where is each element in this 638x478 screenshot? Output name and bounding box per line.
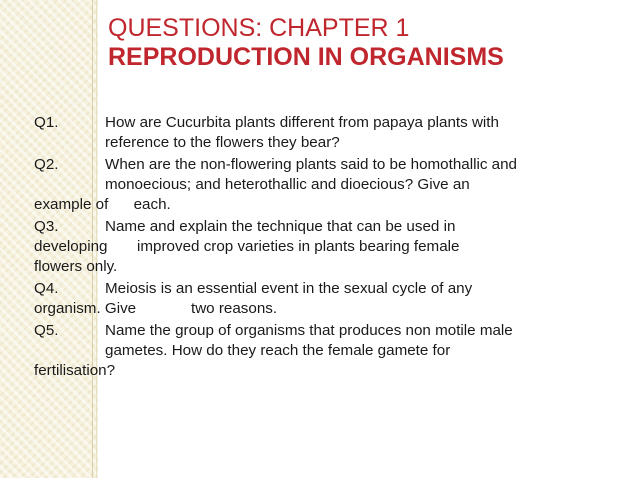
question-line: organism. Give two reasons. — [34, 300, 278, 317]
title-line-1: QUESTIONS: CHAPTER 1 — [108, 14, 410, 42]
question-item — [34, 217, 619, 277]
slide-title — [108, 14, 504, 72]
question-line: reference to the flowers they bear? — [105, 134, 340, 151]
question-item — [34, 279, 619, 319]
question-line: gametes. How do they reach the female gamete for — [105, 342, 451, 359]
question-item — [34, 113, 619, 153]
question-number: Q5. — [34, 322, 59, 339]
question-text — [34, 217, 619, 277]
question-text — [34, 113, 619, 153]
question-number: Q3. — [34, 218, 59, 235]
question-item — [34, 321, 619, 381]
question-line: How are Cucurbita plants different from papaya plants with — [105, 114, 499, 131]
question-line: When are the non-flowering plants said to be homothallic and — [105, 156, 517, 173]
question-line: developing improved crop varieties in plants bearing female — [34, 238, 460, 255]
question-number: Q2. — [34, 156, 59, 173]
question-text — [34, 155, 619, 215]
title-line-2: REPRODUCTION IN ORGANISMS — [108, 43, 504, 71]
question-line: fertilisation? — [34, 362, 116, 379]
question-line: example of each. — [34, 196, 171, 213]
question-number: Q1. — [34, 114, 59, 131]
question-text — [34, 279, 619, 319]
question-text — [34, 321, 619, 381]
question-list — [34, 113, 619, 383]
question-line: Meiosis is an essential event in the sexual cycle of any — [105, 280, 473, 297]
question-line: Name and explain the technique that can be used in — [105, 218, 456, 235]
question-item — [34, 155, 619, 215]
question-line: flowers only. — [34, 258, 118, 275]
question-line: monoecious; and heterothallic and dioecious? Give an — [105, 176, 470, 193]
question-line: Name the group of organisms that produces non motile male — [105, 322, 513, 339]
question-number: Q4. — [34, 280, 59, 297]
